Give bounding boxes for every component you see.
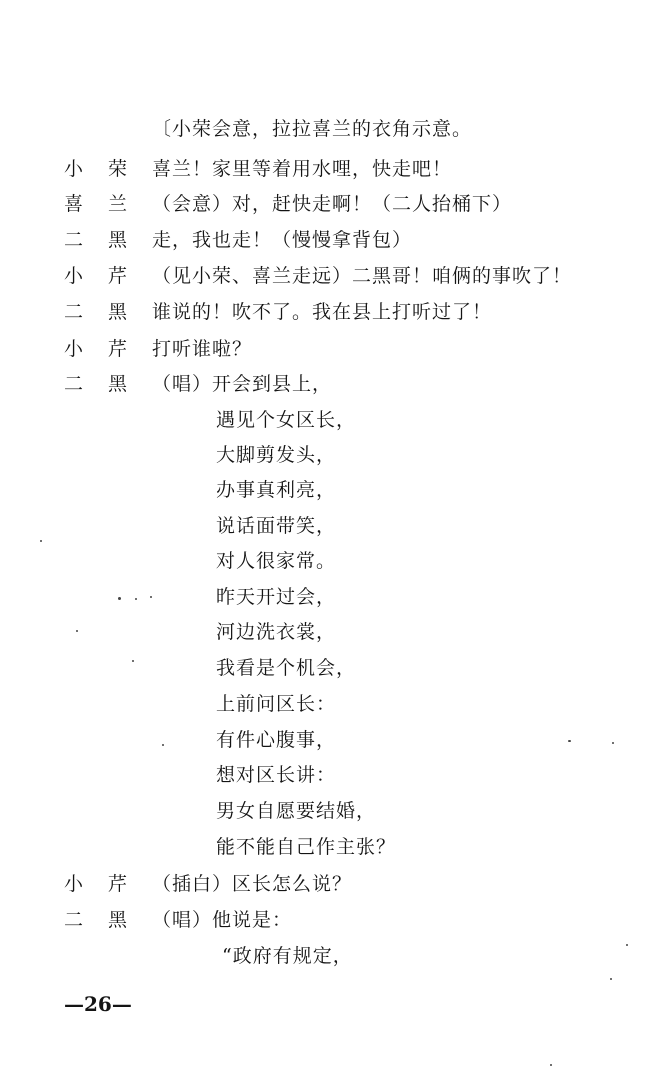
scan-speck [132, 660, 134, 662]
dialogue-line: （插白）区长怎么说？ [152, 873, 353, 895]
song-line: 大脚剪发头， [216, 444, 337, 466]
song-line: 能不能自己作主张？ [216, 836, 397, 858]
quote-line: “政府有规定， [222, 945, 353, 967]
dialogue-line: （唱）他说是： [152, 909, 293, 931]
speaker-name: 小 荣 [64, 158, 128, 180]
song-line: 我看是个机会， [216, 657, 357, 679]
scan-speck [626, 944, 628, 946]
scan-speck [40, 540, 42, 542]
scan-speck [550, 1064, 552, 1066]
dialogue-line: （见小荣、喜兰走远）二黑哥！咱俩的事吹了！ [152, 265, 573, 287]
dialogue-line: （唱）开会到县上， [152, 373, 333, 395]
scan-speck [162, 744, 164, 746]
song-line: 上前问区长： [216, 693, 337, 715]
song-line: 说话面带笑， [216, 515, 337, 537]
song-line: 办事真利亮， [216, 479, 337, 501]
song-line: 河边洗衣裳， [216, 621, 337, 643]
song-line: 昨天开过会， [216, 586, 337, 608]
speaker-name: 二 黑 [64, 229, 128, 251]
speaker-name: 二 黑 [64, 301, 128, 323]
speaker-name: 喜 兰 [64, 193, 128, 215]
dialogue-line: 谁说的！吹不了。我在县上打听过了！ [152, 301, 493, 323]
song-line: 想对区长讲： [216, 764, 337, 786]
dialogue-line: 走，我也走！（慢慢拿背包） [152, 229, 413, 251]
speaker-name: 二 黑 [64, 909, 128, 931]
speaker-name: 小 芹 [64, 338, 128, 360]
speaker-name: 小 芹 [64, 873, 128, 895]
scan-speck [135, 598, 137, 600]
dialogue-line: 喜兰！家里等着用水哩，快走吧！ [152, 158, 453, 180]
scan-speck [568, 740, 571, 742]
scan-speck [150, 596, 152, 598]
scan-speck [610, 978, 612, 980]
stage-direction: 〔小荣会意，拉拉喜兰的衣角示意。 [152, 118, 473, 140]
speaker-name: 小 芹 [64, 265, 128, 287]
scan-speck [76, 630, 78, 632]
speaker-name: 二 黑 [64, 373, 128, 395]
song-line: 男女自愿要结婚， [216, 800, 377, 822]
page-number: —26— [64, 992, 132, 1016]
scan-speck [118, 597, 121, 600]
scan-speck [612, 742, 614, 744]
song-line: 有件心腹事， [216, 729, 337, 751]
song-line: 对人很家常。 [216, 550, 337, 572]
song-line: 遇见个女区长， [216, 409, 357, 431]
dialogue-line: （会意）对，赶快走啊！（二人抬桶下） [152, 193, 513, 215]
dialogue-line: 打听谁啦？ [152, 338, 253, 360]
